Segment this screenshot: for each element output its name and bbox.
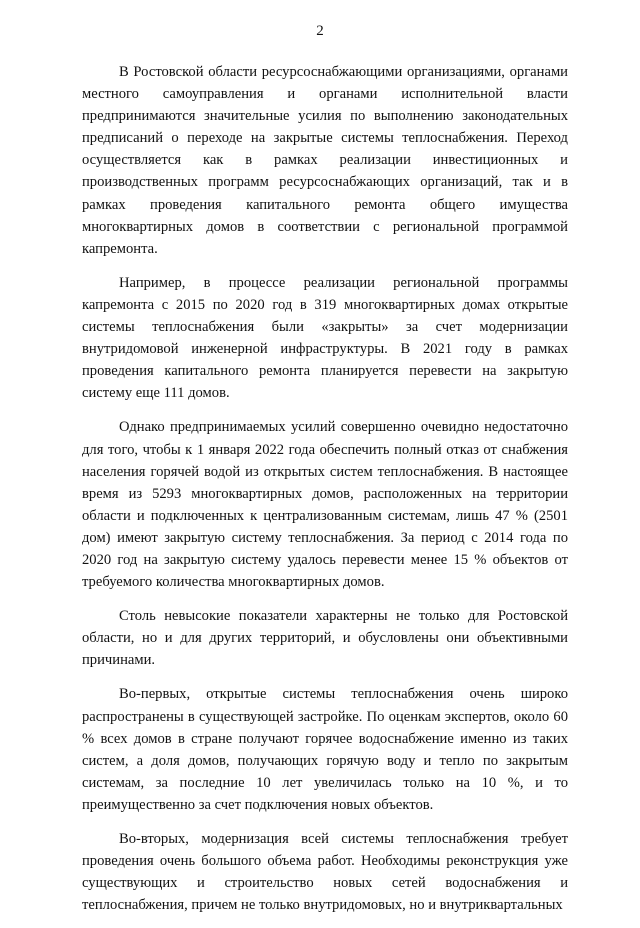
paragraph-5: Во-первых, открытые системы теплоснабжения очень широко распространены в существующей застройке. По оценкам экспертов, около 60 % всех домов в стране получают горячее водоснабжение именно из таких систем, а доля домов, получающих горячую воду и тепло по закрытым системам, за последние 10 лет увеличилась только на 10 %, и то преимущественно за счет подключения новых объектов. xyxy=(82,686,568,813)
paragraph-2: Например, в процессе реализации региональной программы капремонта с 2015 по 2020 год в 319 многоквартирных домах открытые системы теплоснабжения были «закрыты» за счет модернизации внутридомовой инженерной инфраструктуры. В 2021 году в рамках проведения капитального ремонта планируется перевести на закрытую систему еще 111 домов. xyxy=(82,274,568,402)
paragraph-6: Во-вторых, модернизация всей системы теплоснабжения требует проведения очень большого объема работ. Необходимы реконструкция уже существующих и строительство новых сетей водоснабжения и теплоснабжения, причем не только внутридомовых, но и внутриквартальных xyxy=(82,831,568,914)
paragraph-3: Однако предпринимаемых усилий совершенно очевидно недостаточно для того, чтобы к 1 января 2022 года обеспечить полный отказ от снабжения населения горячей водой из открытых систем теплоснабжения. В настоящее время из 5293 многоквартирных домов, расположенных на территории области и подключенных к централизованным системам, лишь 47 % (2501 дом) имеют закрытую систему теплоснабжения. За период с 2014 года по 2020 год на закрытую систему удалось перевести менее 15 % объектов от требуемого количества многоквартирных домов. xyxy=(82,419,568,591)
page-number: 2 xyxy=(316,23,324,39)
paragraph-4: Столь невысокие показатели характерны не только для Ростовской области, но и для других территорий, и обусловлены они объективными причинами. xyxy=(82,608,568,669)
paragraph-1: В Ростовской области ресурсоснабжающими организациями, органами местного самоуправления и органами исполнительной власти предпринимаются значительные усилия по выполнению законодательных предписаний о переходе на закрытые системы теплоснабжения. Переход осуществляется как в рамках реализации инвестиционных и производственных программ ресурсоснабжающих организаций, так и в рамках проведения капитального ремонта общего имущества многоквартирных домов в соответствии с региональной программой капремонта. xyxy=(82,64,568,257)
document-body xyxy=(82,61,568,928)
